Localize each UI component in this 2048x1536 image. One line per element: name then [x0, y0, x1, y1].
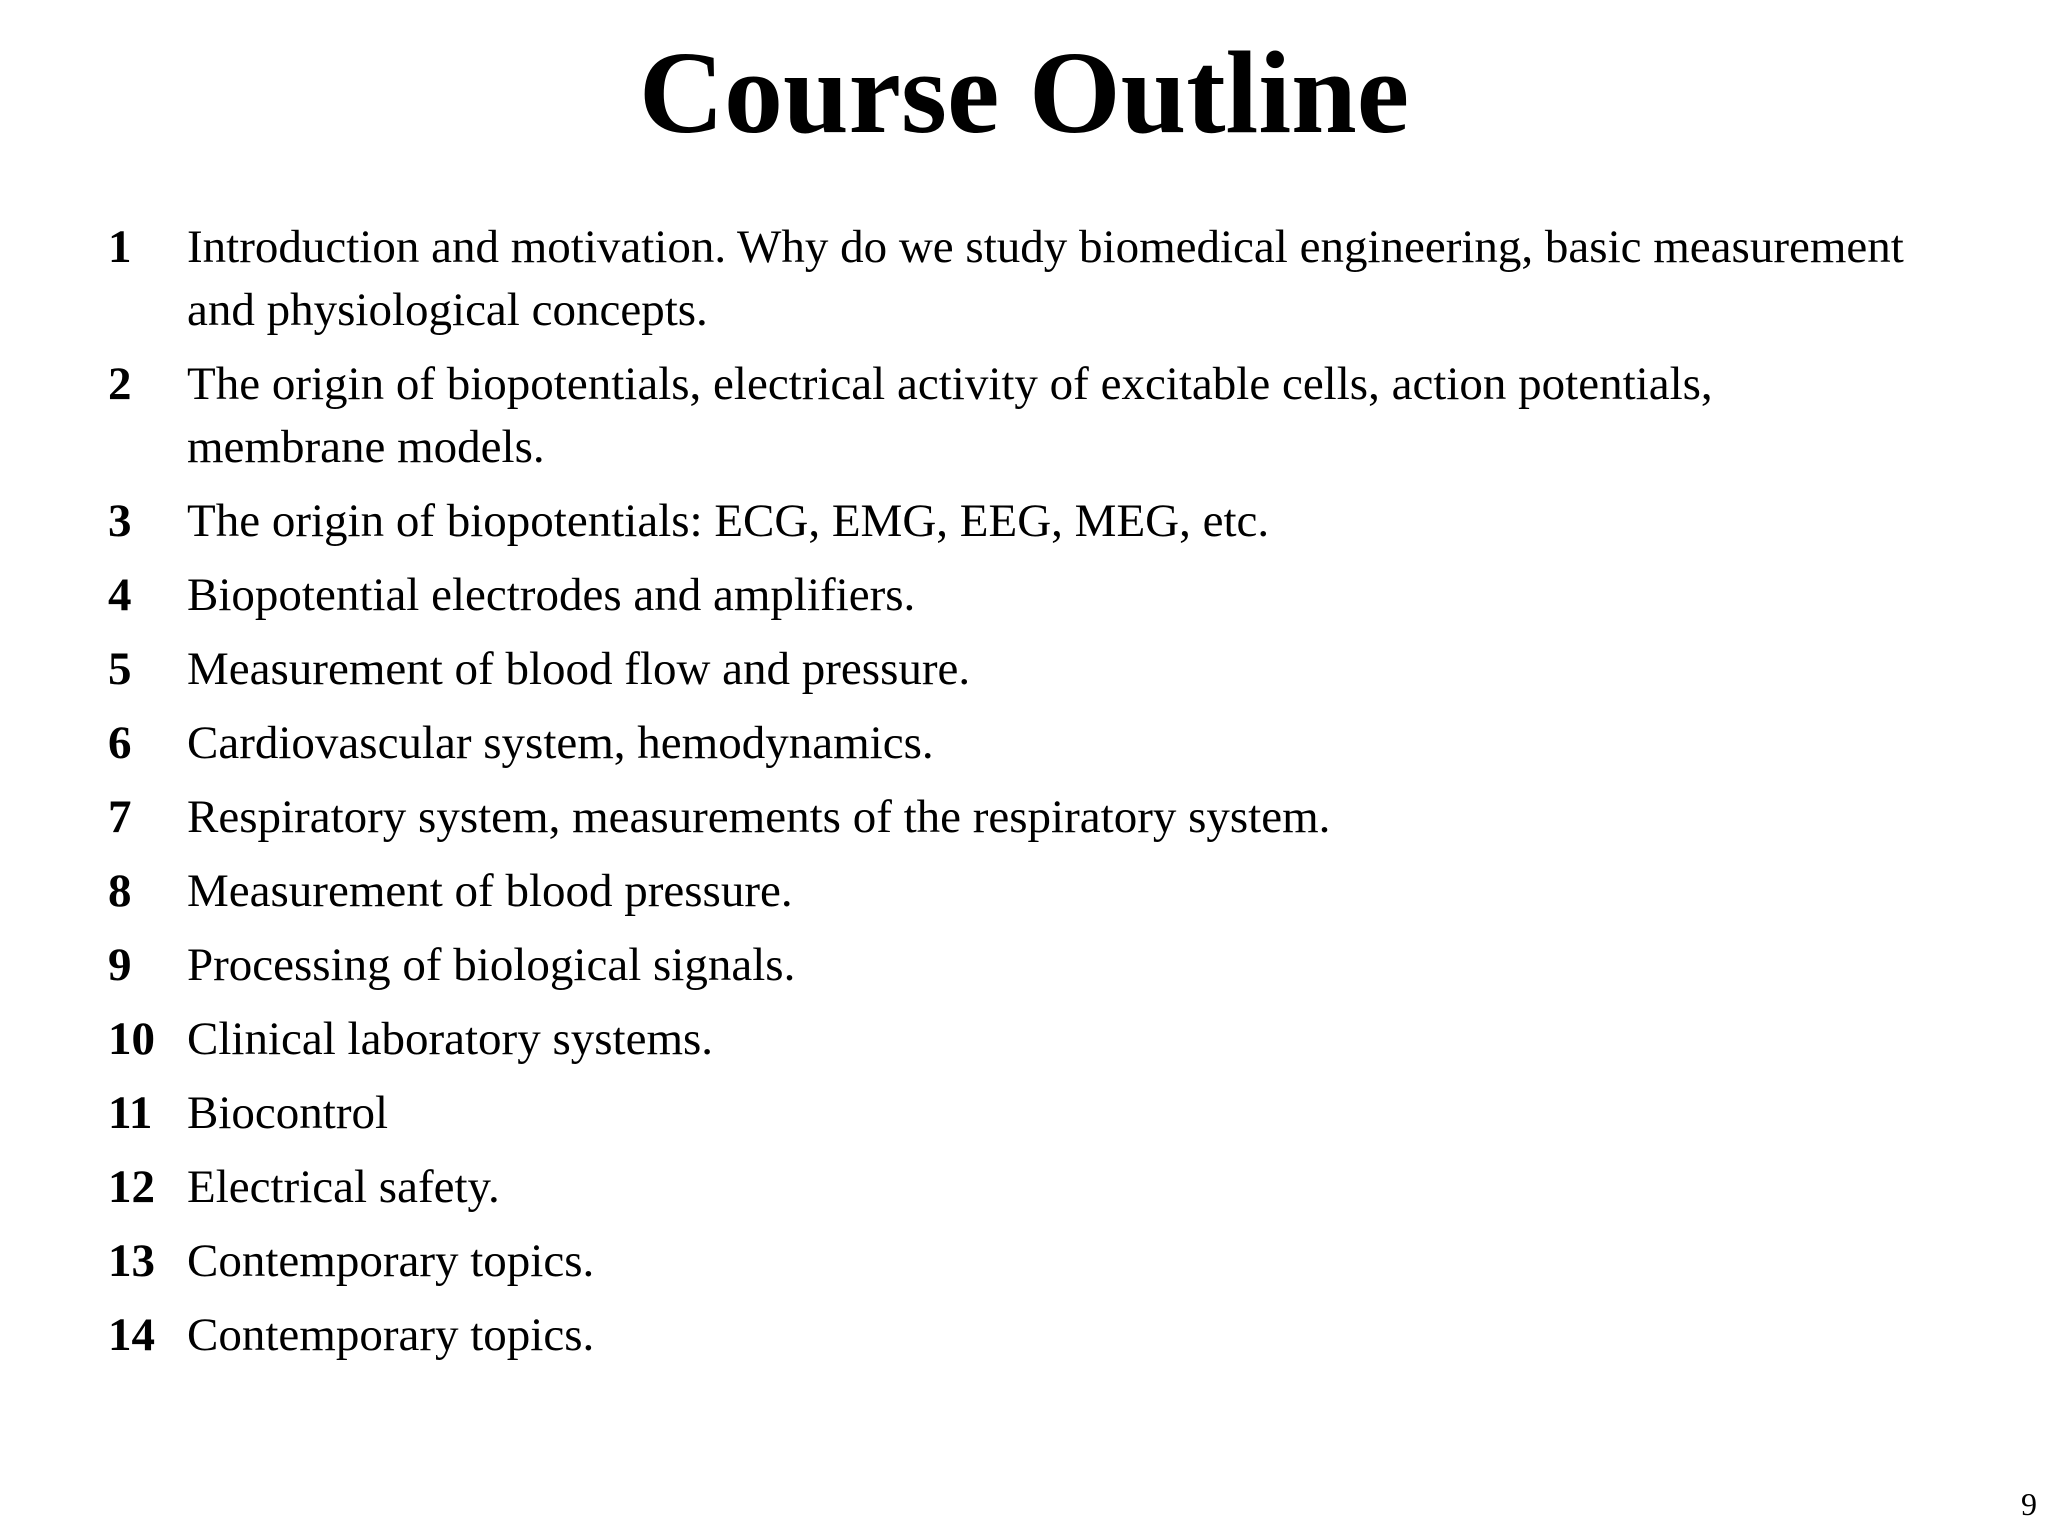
course-outline-list: [108, 216, 1908, 1378]
outline-item-text: Respiratory system, measurements of the respiratory system.: [187, 791, 1331, 843]
outline-item-number: 8: [108, 865, 132, 917]
outline-item: [108, 860, 1908, 923]
page-number: 9: [2021, 1486, 2037, 1522]
outline-item-number: 3: [108, 495, 132, 547]
outline-item-text: Measurement of blood pressure.: [187, 865, 793, 917]
outline-item-text: Introduction and motivation. Why do we study biomedical engineering, basic measurement and physiological concepts.: [187, 221, 1904, 336]
outline-item: [108, 712, 1908, 775]
outline-item: [108, 934, 1908, 997]
outline-item-number: 6: [108, 717, 132, 769]
outline-item: [108, 564, 1908, 627]
outline-item-number: 4: [108, 569, 132, 621]
outline-item-text: Contemporary topics.: [187, 1235, 595, 1287]
outline-item-text: The origin of biopotentials: ECG, EMG, EEG, MEG, etc.: [187, 495, 1270, 547]
outline-item: [108, 1304, 1908, 1367]
outline-item-number: 2: [108, 358, 132, 410]
outline-item-number: 13: [108, 1235, 155, 1287]
outline-item-text: Electrical safety.: [187, 1161, 500, 1213]
outline-item-number: 7: [108, 791, 132, 843]
outline-item: [108, 353, 1908, 479]
outline-item-text: Clinical laboratory systems.: [187, 1013, 714, 1065]
outline-item: [108, 786, 1908, 849]
outline-item-number: 10: [108, 1013, 155, 1065]
outline-item: [108, 1008, 1908, 1071]
outline-item: [108, 216, 1908, 342]
outline-item: [108, 1230, 1908, 1293]
outline-item-text: Cardiovascular system, hemodynamics.: [187, 717, 934, 769]
outline-item-text: The origin of biopotentials, electrical activity of excitable cells, action potentials, membrane models.: [187, 358, 1713, 473]
outline-item: [108, 490, 1908, 553]
outline-item-text: Contemporary topics.: [187, 1309, 595, 1361]
outline-item-text: Biopotential electrodes and amplifiers.: [187, 569, 916, 621]
outline-item-text: Biocontrol: [187, 1087, 389, 1139]
outline-item-number: 14: [108, 1309, 155, 1361]
outline-item-number: 12: [108, 1161, 155, 1213]
outline-item-number: 9: [108, 939, 132, 991]
outline-item: [108, 1082, 1908, 1145]
outline-item: [108, 638, 1908, 701]
outline-item-text: Measurement of blood flow and pressure.: [187, 643, 971, 695]
outline-item-number: 1: [108, 221, 132, 273]
outline-item: [108, 1156, 1908, 1219]
outline-item-number: 11: [108, 1087, 153, 1139]
outline-item-number: 5: [108, 643, 132, 695]
outline-item-text: Processing of biological signals.: [187, 939, 796, 991]
slide-title: Course Outline: [638, 27, 1410, 158]
